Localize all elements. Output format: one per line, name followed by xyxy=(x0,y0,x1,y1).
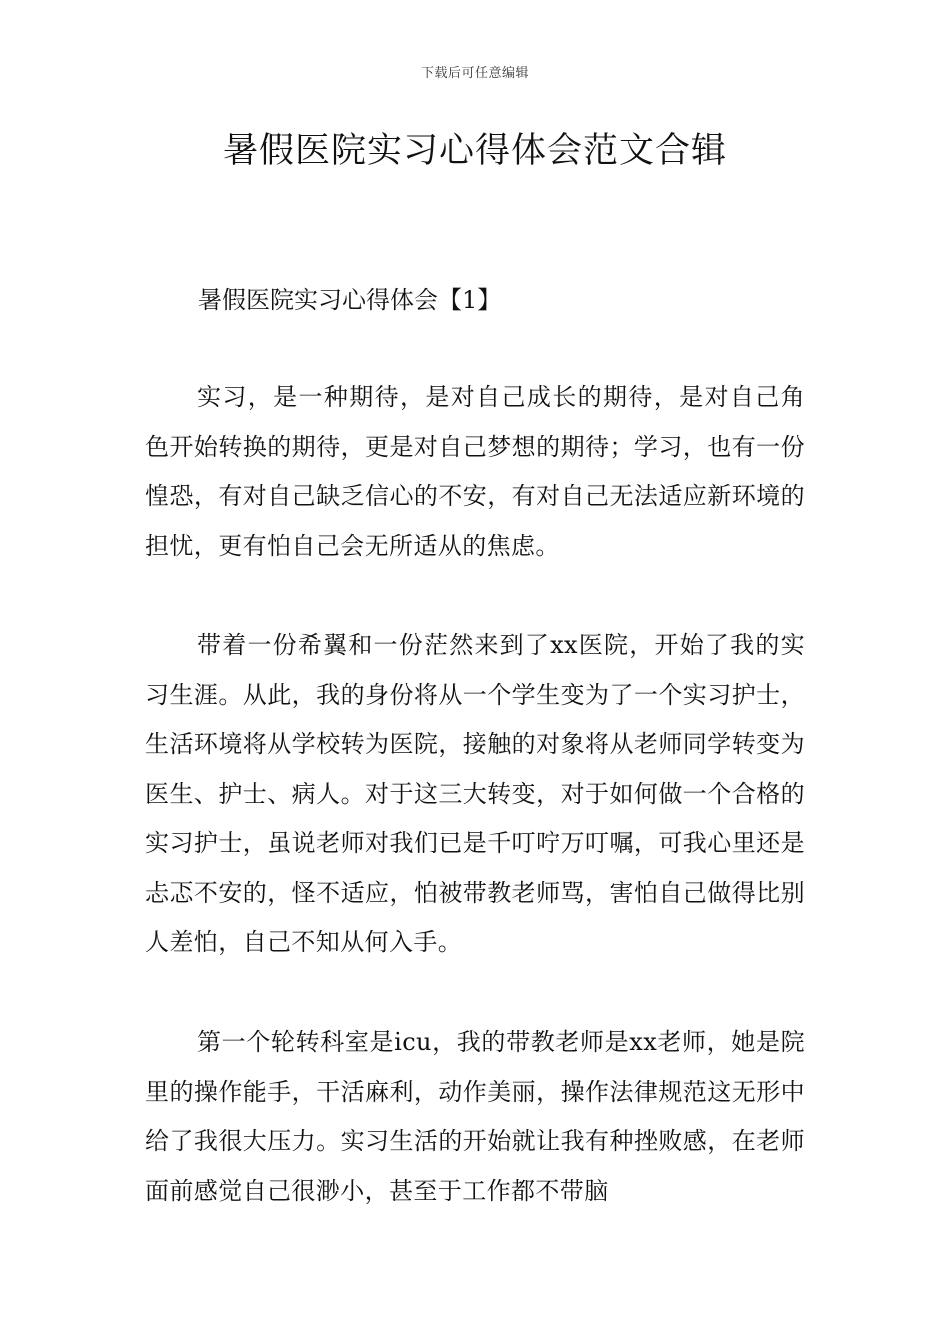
body-paragraph-2: 带着一份希翼和一份茫然来到了xx医院，开始了我的实习生涯。从此，我的身份将从一个学生变为了一个实习护士，生活环境将从学校转为医院，接触的对象将从老师同学转变为医生、护士、病人。对于这三大转变，对于如何做一个合格的实习护士，虽说老师对我们已是千叮咛万叮嘱，可我心里还是忐忑不安的，怪不适应，怕被带教老师骂，害怕自己做得比别人差怕，自己不知从何入手。 xyxy=(145,631,805,956)
body-paragraph-3: 第一个轮转科室是icu，我的带教老师是xx老师，她是院里的操作能手，干活麻利，动作美丽，操作法律规范这无形中给了我很大压力。实习生活的开始就让我有种挫败感，在老师面前感觉自己很渺小，甚至于工作都不带脑 xyxy=(145,1028,805,1205)
section-heading: 暑假医院实习心得体会【1】 xyxy=(198,286,502,314)
document-title: 暑假医院实习心得体会范文合辑 xyxy=(222,131,727,171)
body-paragraph-1: 实习，是一种期待，是对自己成长的期待，是对自己角色开始转换的期待，更是对自己梦想的期待；学习，也有一份惶恐，有对自己缺乏信心的不安，有对自己无法适应新环境的担忧，更有怕自己会无所适从的焦虑。 xyxy=(145,383,805,560)
header-note: 下载后可任意编辑 xyxy=(420,66,529,81)
